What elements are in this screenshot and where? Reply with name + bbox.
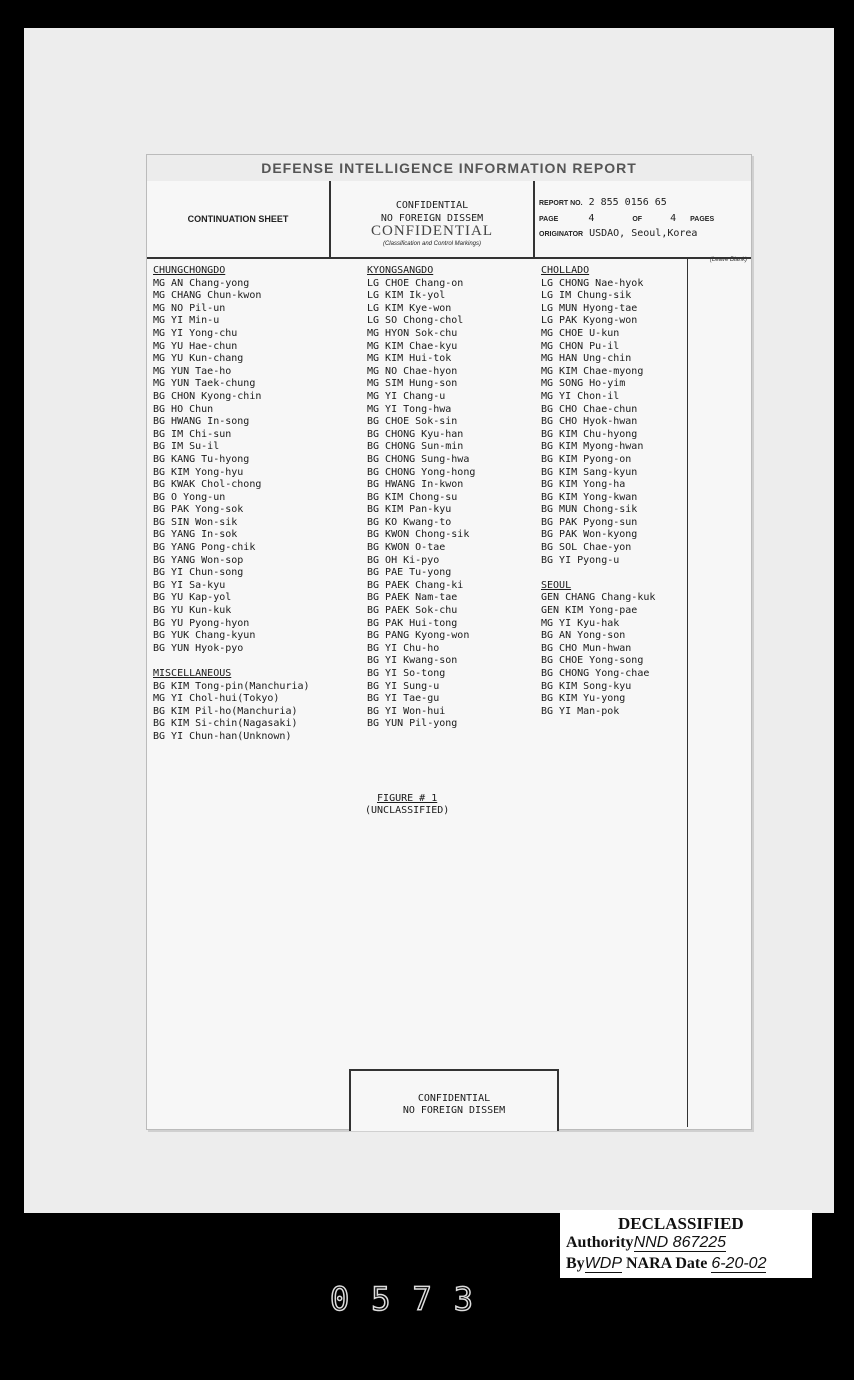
officer-entry: BG SOL Chae-yon (541, 542, 632, 554)
officer-entry: BG YUN Hyok-pyo (153, 642, 244, 654)
officer-entry: BG AN Yong-son (541, 630, 626, 642)
column-chollado (541, 265, 655, 718)
spacer (541, 567, 655, 580)
officer-entry: BG YANG Pong-chik (153, 542, 256, 554)
classification-line1: CONFIDENTIAL (395, 200, 469, 211)
officer-entry: MG SONG Ho-yim (541, 378, 626, 390)
officer-entry: BG CHO Chae-chun (541, 403, 638, 415)
page-value: 4 (588, 213, 595, 224)
officer-entry: GEN CHANG Chang-kuk (541, 592, 656, 604)
region-heading: CHOLLADO (541, 265, 590, 276)
officer-entry: BG YU Pyong-hyon (153, 617, 250, 629)
officer-entry: LG CHOE Chang-on (367, 277, 464, 289)
officer-entry: BG KO Kwang-to (367, 516, 452, 528)
officer-entry: BG KIM Pyong-on (541, 453, 632, 465)
classification-caption: (Classification and Control Markings) (382, 241, 482, 247)
authority-value: NND 867225 (633, 1234, 727, 1251)
officer-entry: BG PANG Kyong-won (367, 630, 470, 642)
page-label: PAGE (539, 216, 559, 223)
officer-entry: BG YANG In-sok (153, 529, 238, 541)
officer-entry: MG AN Chang-yong (153, 277, 250, 289)
officer-entry: BG KWON O-tae (367, 542, 446, 554)
officer-entry: MG NO Chae-hyon (367, 365, 458, 377)
officer-entry: MG YI Chang-u (367, 390, 446, 402)
column-kyongsangdo (367, 265, 475, 731)
officer-entry: BG CHOE Sok-sin (367, 416, 458, 428)
continuation-label: CONTINUATION SHEET (147, 181, 331, 257)
officer-entry: MG HAN Ung-chin (541, 353, 632, 365)
officer-entry: BG KIM Pil-ho(Manchuria) (153, 705, 298, 717)
officer-entry: BG YI Sa-kyu (153, 579, 226, 591)
report-header (147, 181, 751, 259)
officer-entry: BG YI Chun-han(Unknown) (153, 730, 292, 742)
officer-entry: BG YUK Chang-kyun (153, 630, 256, 642)
officer-entry: BG PAEK Nam-tae (367, 592, 458, 604)
originator-value: USDAO, Seoul,Korea (589, 228, 698, 239)
by-label: By (566, 1255, 585, 1272)
scan-frame (24, 28, 834, 1213)
figure-classification: (UNCLASSIFIED) (365, 805, 450, 816)
officer-entry: BG MUN Chong-sik (541, 504, 638, 516)
declassified-title: DECLASSIFIED (618, 1214, 744, 1233)
officer-entry: BG CHONG Yong-hong (367, 466, 476, 478)
officer-entry: MG KIM Chae-kyu (367, 340, 458, 352)
officer-entry: BG PAE Tu-yong (367, 567, 452, 579)
officer-entry: MG HYON Sok-chu (367, 327, 458, 339)
officer-entry: BG CHONG Sun-min (367, 441, 464, 453)
officer-entry: LG IM Chung-sik (541, 290, 632, 302)
leave-blank-label: (Leave Blank) (709, 257, 747, 263)
officer-entry: MG YI Chon-il (541, 390, 620, 402)
officer-entry: BG PAK Yong-sok (153, 504, 244, 516)
officer-entry: LG KIM Ik-yol (367, 290, 446, 302)
authority-line (566, 1234, 726, 1252)
officer-entry: BG CHOE Yong-song (541, 655, 644, 667)
officer-entry: MG YI Kyu-hak (541, 617, 620, 629)
officer-entry: MG YUN Tae-ho (153, 365, 232, 377)
officer-entry: BG YU Kap-yol (153, 592, 232, 604)
officer-entry: BG YI Sung-u (367, 680, 440, 692)
officer-entry: MG YU Kun-chang (153, 353, 244, 365)
officer-entry: MG YU Hae-chun (153, 340, 238, 352)
nara-date-label: NARA Date (626, 1255, 708, 1272)
officer-entry: MG YI Chol-hui(Tokyo) (153, 693, 280, 705)
figure-label: FIGURE # 1 (377, 793, 438, 804)
officer-entry: BG YI So-tong (367, 668, 446, 679)
officer-entry: BG CHO Hyok-hwan (541, 416, 638, 428)
officer-entry: BG KIM Pan-kyu (367, 504, 452, 516)
officer-entry: BG KIM Yong-hyu (153, 466, 244, 478)
officer-entry: MG KIM Hui-tok (367, 353, 452, 365)
officer-entry: BG YI Man-pok (541, 705, 620, 717)
report-no-value: 2 855 0156 65 (588, 197, 667, 208)
officer-entry: BG KIM Chu-hyong (541, 428, 638, 440)
officer-entry: BG YI Pyong-u (541, 554, 620, 566)
officer-entry: BG KIM Yong-ha (541, 479, 626, 491)
document-sheet (146, 154, 752, 1130)
officer-entry: BG KIM Myong-hwan (541, 441, 644, 453)
officer-entry: BG KIM Si-chin(Nagasaki) (153, 718, 298, 730)
officer-entry: BG KIM Yong-kwan (541, 491, 638, 503)
pages-label: PAGES (690, 216, 715, 223)
classification-line2: NO FOREIGN DISSEM (380, 213, 484, 224)
officer-entry: BG KIM Tong-pin(Manchuria) (153, 680, 310, 692)
margin-rule (687, 259, 688, 1127)
officer-entry: BG KANG Tu-hyong (153, 453, 250, 465)
officer-entry: LG MUN Hyong-tae (541, 302, 638, 314)
officer-entry: MG SIM Hung-son (367, 378, 458, 390)
officer-entry: BG KWON Chong-sik (367, 529, 470, 541)
officer-entry: BG HO Chun (153, 403, 214, 415)
officer-entry: MG YI Min-u (153, 315, 220, 327)
officer-entry: MG CHANG Chun-kwon (153, 290, 262, 302)
region-heading: SEOUL (541, 579, 572, 591)
officer-entry: BG KIM Yu-yong (541, 693, 626, 705)
officer-entry: BG PAEK Chang-ki (367, 579, 464, 591)
officer-entry: BG CHONG Kyu-han (367, 428, 464, 440)
report-banner: DEFENSE INTELLIGENCE INFORMATION REPORT (147, 155, 751, 181)
bottom-classification-box (349, 1069, 559, 1131)
pages-value: 4 (670, 213, 677, 224)
spacer (153, 655, 310, 668)
confidential-stamp: CONFIDENTIAL (371, 223, 493, 239)
officer-entry: BG PAK Won-kyong (541, 529, 638, 541)
officer-entry: MG YI Yong-chu (153, 327, 238, 339)
officer-entry: GEN KIM Yong-pae (541, 605, 638, 617)
officer-entry: BG CHON Kyong-chin (153, 390, 262, 402)
region-heading: CHUNGCHONGDO (153, 265, 226, 276)
officer-entry: LG KIM Kye-won (367, 302, 452, 314)
column-chungchongdo (153, 265, 310, 744)
officer-entry: BG OH Ki-pyo (367, 554, 440, 566)
originator-label: ORIGINATOR (539, 231, 584, 238)
region-heading: KYONGSANGDO (367, 265, 434, 276)
footer-line1: CONFIDENTIAL (417, 1093, 491, 1104)
officer-entry: BG YI Tae-gu (367, 693, 440, 705)
officer-entry: LG SO Chong-chol (367, 315, 464, 327)
officer-entry: BG PAEK Sok-chu (367, 605, 458, 617)
officer-entry: BG KIM Chong-su (367, 491, 458, 503)
officer-entry: BG HWANG In-song (153, 416, 250, 428)
declassified-stamp (560, 1210, 812, 1278)
officer-entry: BG PAK Pyong-sun (541, 516, 638, 528)
officer-entry: BG KWAK Chol-chong (153, 479, 262, 491)
officer-entry: BG PAK Hui-tong (367, 617, 458, 629)
by-value: WDP (584, 1255, 622, 1272)
officer-entry: LG CHONG Nae-hyok (541, 277, 644, 289)
officer-entry: MG NO Pil-un (153, 302, 226, 314)
officer-entry: BG CHONG Sung-hwa (367, 453, 470, 465)
officer-entry: BG YU Kun-kuk (153, 605, 232, 617)
date-value: 6-20-02 (711, 1255, 767, 1272)
officer-entry: MG CHOE U-kun (541, 327, 620, 339)
officer-entry: BG KIM Song-kyu (541, 680, 632, 692)
page-row (539, 213, 714, 224)
frame-number: 0573 (330, 1280, 496, 1318)
of-label: OF (632, 216, 643, 223)
officer-entry: BG CHONG Yong-chae (541, 668, 650, 679)
officer-entry: MG YUN Taek-chung (153, 378, 256, 390)
by-line (566, 1255, 766, 1273)
report-info (535, 181, 751, 257)
classification-block (331, 181, 535, 257)
officer-entry: MG YI Tong-hwa (367, 403, 452, 415)
officer-entry: BG O Yong-un (153, 491, 226, 503)
officer-entry: BG YI Won-hui (367, 705, 446, 717)
officer-entry: BG YI Kwang-son (367, 655, 458, 667)
officer-entry: BG YI Chu-ho (367, 642, 440, 654)
region-heading: MISCELLANEOUS (153, 668, 232, 679)
officer-entry: BG YANG Won-sop (153, 554, 244, 566)
footer-line2: NO FOREIGN DISSEM (402, 1105, 506, 1116)
authority-label: Authority (566, 1234, 634, 1251)
officer-entry: BG SIN Won-sik (153, 516, 238, 528)
officer-entry: LG PAK Kyong-won (541, 315, 638, 327)
officer-entry: BG CHO Mun-hwan (541, 642, 632, 654)
officer-entry: BG IM Chi-sun (153, 428, 232, 440)
report-no-label: REPORT NO. (539, 200, 583, 207)
originator-row (539, 228, 697, 239)
report-no-row (539, 197, 667, 208)
officer-entry: BG YUN Pil-yong (367, 718, 458, 730)
officer-entry: BG YI Chun-song (153, 567, 244, 579)
officer-entry: BG HWANG In-kwon (367, 479, 464, 491)
figure-caption (365, 793, 449, 817)
officer-entry: BG IM Su-il (153, 441, 220, 453)
officer-entry: MG CHON Pu-il (541, 340, 620, 352)
officer-entry: MG KIM Chae-myong (541, 365, 644, 377)
officer-entry: BG KIM Sang-kyun (541, 466, 638, 478)
